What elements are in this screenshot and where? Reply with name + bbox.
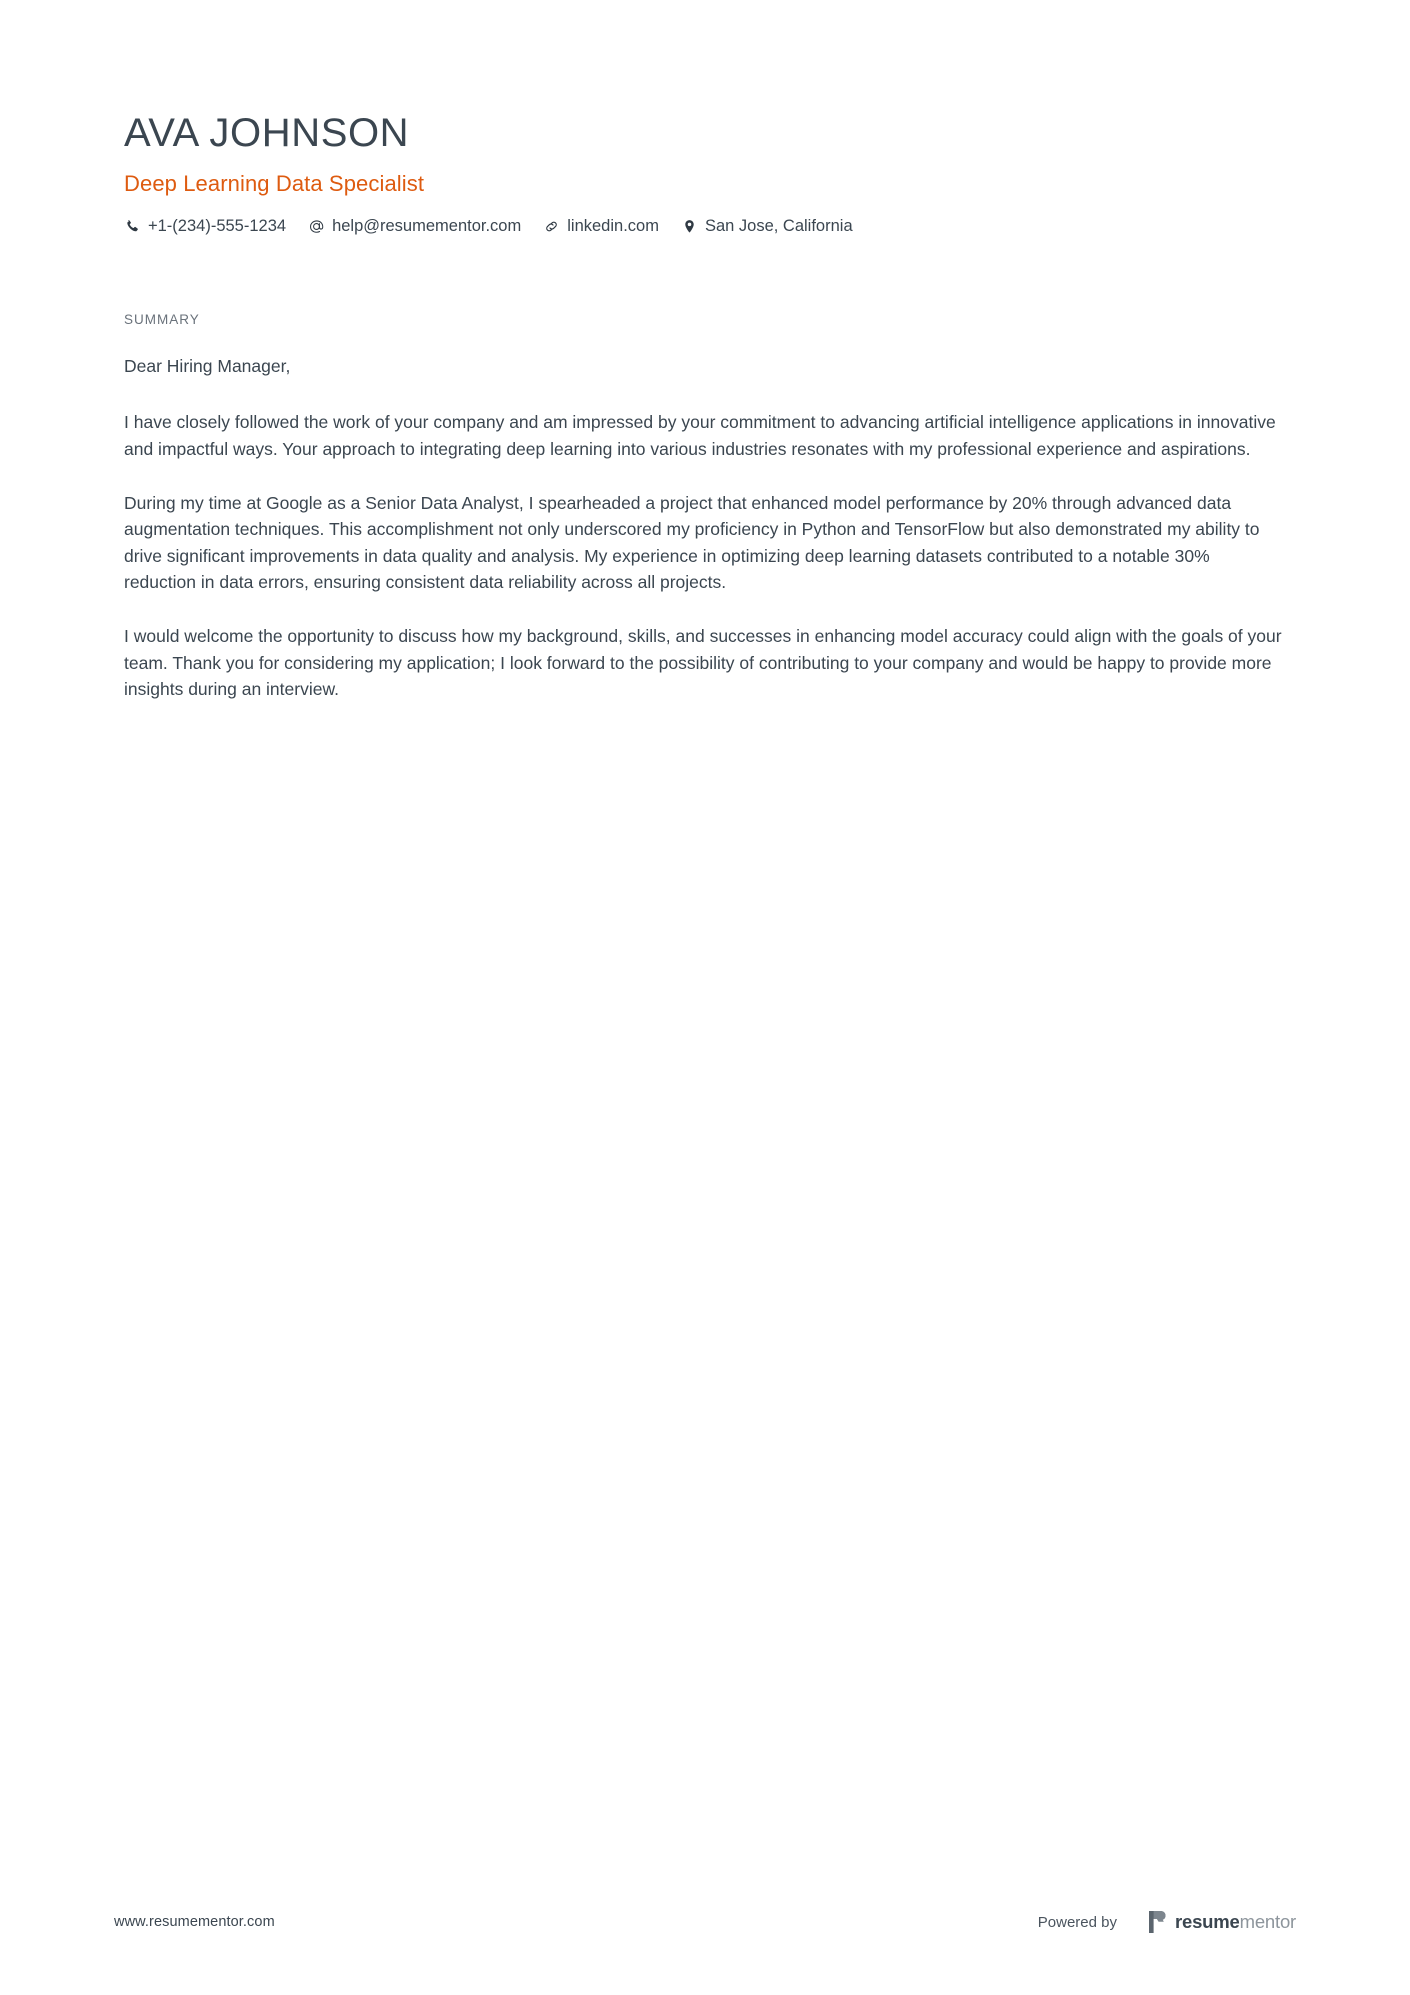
section-heading-summary: SUMMARY [124,311,200,327]
contact-link[interactable] [543,217,659,236]
contact-location-value: San Jose, California [704,216,853,235]
contact-email-value: help@resumementor.com [332,216,522,235]
brand-text-bold: resume [1174,1911,1240,1932]
job-title: Deep Learning Data Specialist [124,171,425,197]
contact-location [681,217,853,236]
page-title: AVA JOHNSON [124,111,410,155]
map-pin-icon [681,218,698,235]
resumementor-wordmark [1175,1911,1296,1933]
letter-paragraph-1: I have closely followed the work of your company and am impressed by your commitment to advancing artificial intelligence applications in innovative and impactful ways. Your approach to integrating deep learning into various industries resonates with my professional experience and aspirations. [124,412,1276,459]
phone-icon [124,218,141,235]
footer-website-url[interactable]: www.resumementor.com [114,1914,275,1930]
document-header [124,0,1286,236]
contact-row [124,217,1286,236]
letter-paragraph-3: I would welcome the opportunity to discuss how my background, skills, and successes in enhancing model accuracy could align with the goals of your team. Thank you for considering my application; I look forward to the possibility of contributing to your company and would be happy to provide more insights during an interview. [124,625,1282,700]
resumementor-logo[interactable] [1149,1911,1296,1933]
at-sign-icon [308,218,325,235]
resumementor-mark-icon [1149,1911,1168,1933]
contact-link-value: linkedin.com [567,216,659,235]
document-content [124,0,1286,703]
footer-branding [1038,1911,1296,1933]
letter-salutation: Dear Hiring Manager, [124,355,291,376]
brand-text-light: mentor [1239,1911,1296,1932]
contact-phone-value: +1-(234)-555-1234 [148,216,287,235]
document-footer [114,1911,1296,1933]
contact-phone[interactable] [124,217,286,236]
powered-by-label: Powered by [1037,1913,1117,1931]
summary-section [124,312,1286,703]
contact-email[interactable] [308,217,521,236]
link-icon [543,218,560,235]
letter-paragraph-2: During my time at Google as a Senior Data Analyst, I spearheaded a project that enhanced model performance by 20% through advanced data augmentation techniques. This accomplishment not only underscored my proficiency in Python and TensorFlow but also demonstrated my ability to drive significant improvements in data quality and analysis. My experience in optimizing deep learning datasets contributed to a notable 30% reduction in data errors, ensuring consistent data reliability across all projects. [124,492,1260,593]
